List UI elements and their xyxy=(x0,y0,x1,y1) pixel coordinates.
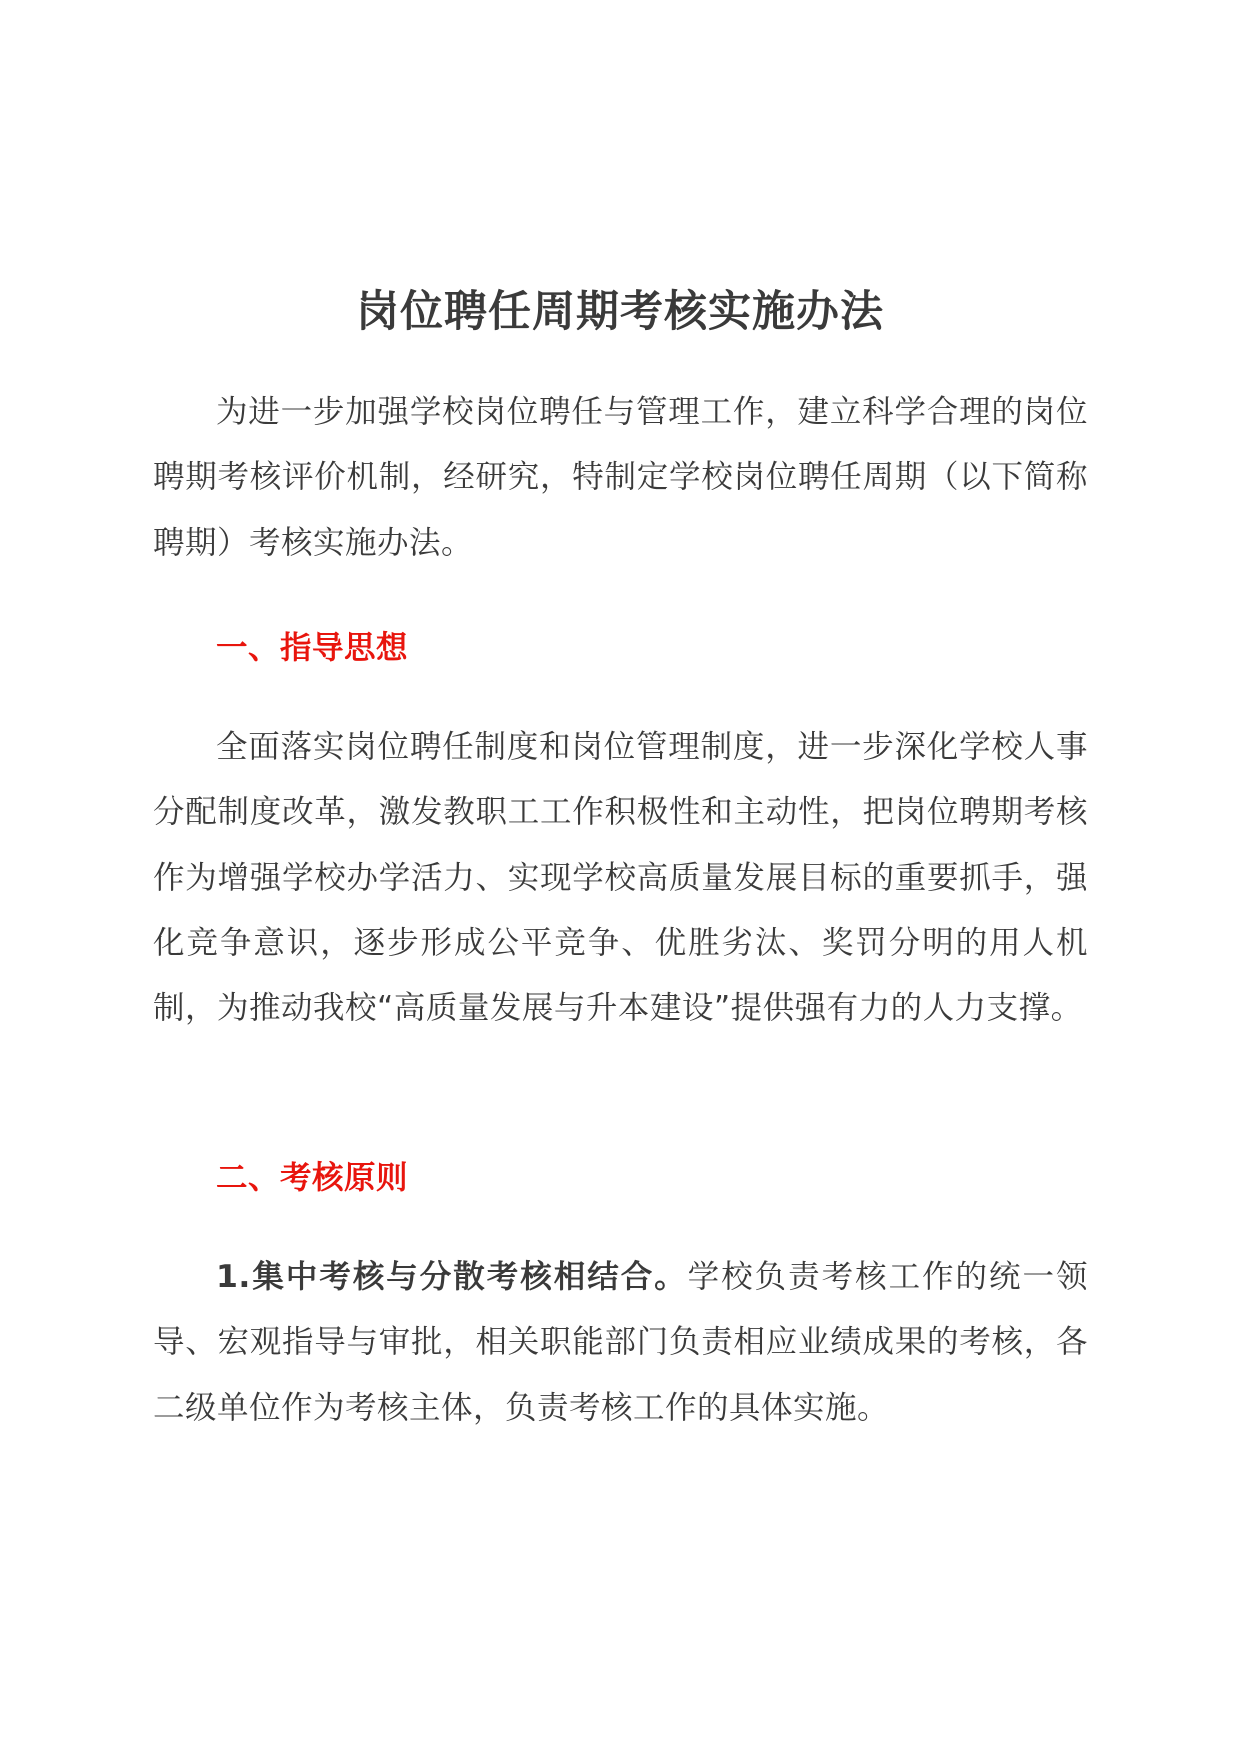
section-heading-assessment-principles: 二、考核原则 xyxy=(216,1160,409,1196)
section-heading-guiding-thought: 一、指导思想 xyxy=(216,630,409,666)
intro-paragraph: 为进一步加强学校岗位聘任与管理工作，建立科学合理的岗位聘期考核评价机制，经研究，特制定学校岗位聘任周期（以下简称聘期）考核实施办法。 xyxy=(153,394,1088,561)
principle-1-lead: 1.集中考核与分散考核相结合。 xyxy=(216,1259,688,1295)
document-title: 岗位聘任周期考核实施办法 xyxy=(356,287,884,337)
principle-1-paragraph xyxy=(153,1245,1088,1441)
guiding-thought-paragraph: 全面落实岗位聘任制度和岗位管理制度，进一步深化学校人事分配制度改革，激发教职工工作积极性和主动性，把岗位聘期考核作为增强学校办学活力、实现学校高质量发展目标的重要抓手，强化竞争意识，逐步形成公平竞争、优胜劣汰、奖罚分明的用人机制，为推动我校“高质量发展与升本建设”提供强有力的人力支撑。 xyxy=(153,729,1088,1027)
principle-1-body: 学校负责考核工作的统一领导、宏观指导与审批，相关职能部门负责相应业绩成果的考核，各二级单位作为考核主体，负责考核工作的具体实施。 xyxy=(153,1259,1088,1426)
